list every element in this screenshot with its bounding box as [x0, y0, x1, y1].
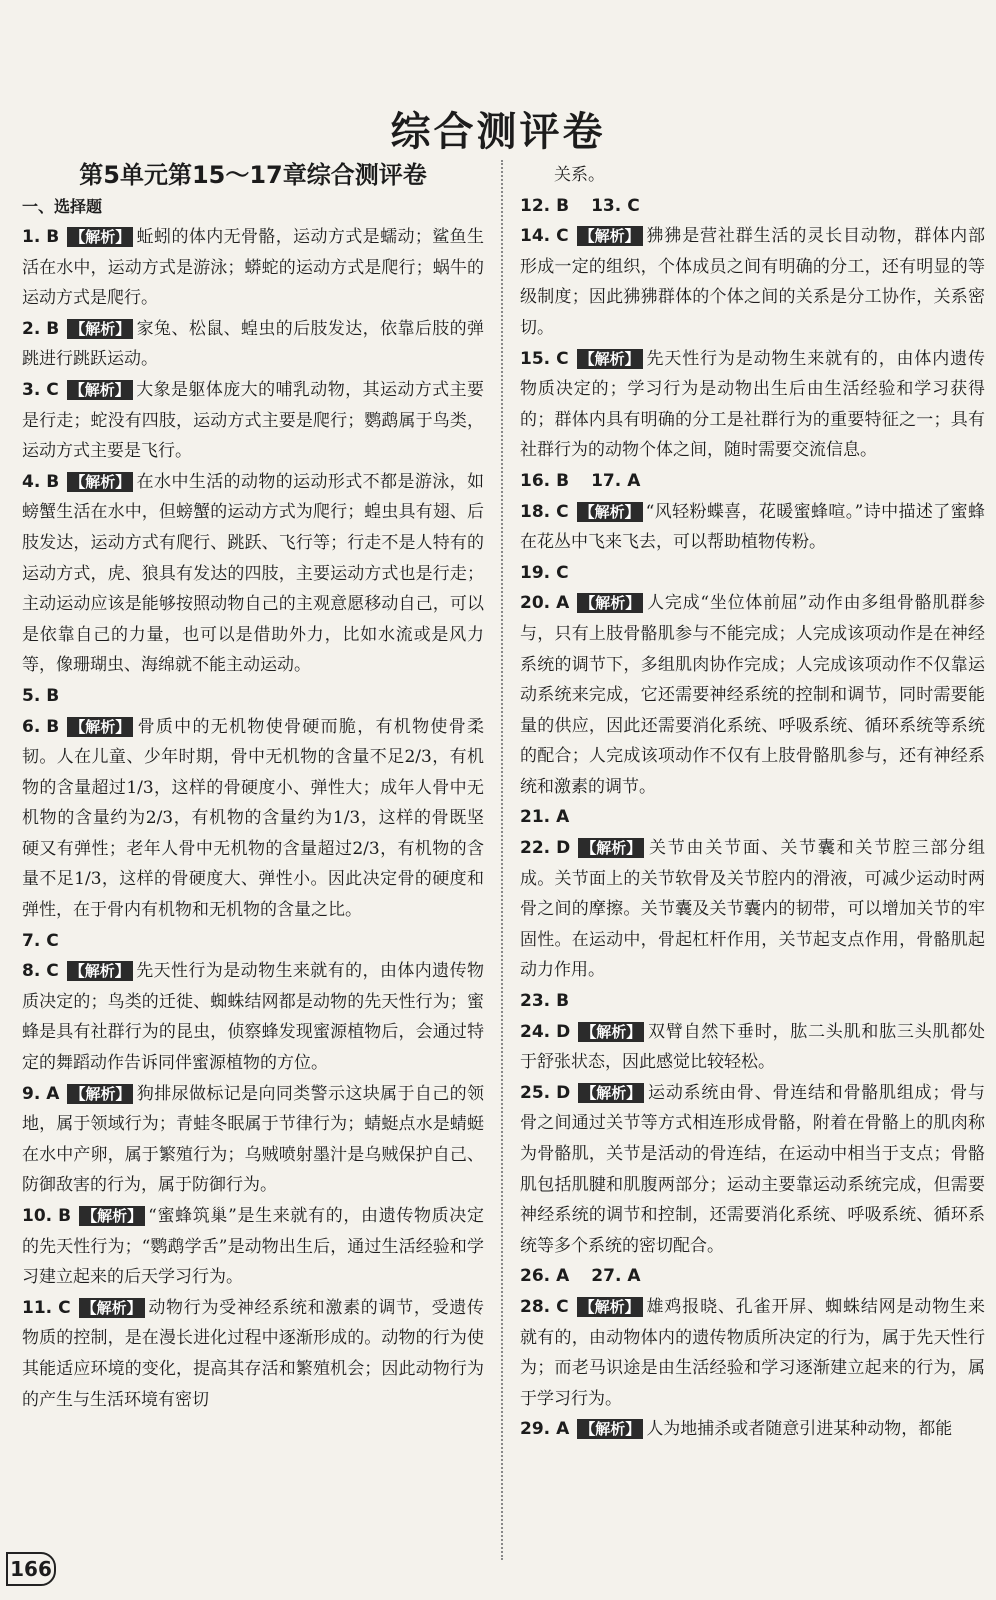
answer-item [520, 1292, 985, 1414]
answer-letter: A [556, 1266, 570, 1287]
section-title: 第5单元第15～17章综合测评卷 [79, 161, 427, 189]
answer-item [22, 222, 484, 314]
question-number: 11. [22, 1297, 53, 1318]
page-title: 综合测评卷 [390, 109, 606, 155]
question-number: 8. [22, 961, 41, 982]
question-number: 23. [520, 991, 551, 1012]
explanation-text: “风轻粉蝶喜，花暖蜜蜂喧。”诗中描述了蜜蜂在花丛中飞来飞去，可以帮助植物传粉。 [520, 501, 985, 553]
answer-letter: C [627, 195, 640, 216]
answer-letter: A [556, 1419, 570, 1440]
question-number: 22. [520, 838, 551, 859]
explanation-text: 先天性行为是动物生来就有的，由体内遗传物质决定的；鸟类的迁徙、蜘蛛结网都是动物的先天性行为；蜜蜂是具有社群行为的昆虫，侦察蜂发现蜜源植物后，会通过特定的舞蹈动作告诉同伴蜜源植物的方位。 [22, 961, 484, 1074]
continuation-text: 关系。 [554, 165, 605, 185]
analysis-tag: 【解析】 [67, 227, 133, 247]
question-number: 17. [591, 470, 622, 491]
answer-item [520, 221, 985, 343]
answer-letter: C [556, 562, 569, 583]
analysis-tag: 【解析】 [578, 1083, 644, 1103]
answer-letter: A [627, 1266, 641, 1287]
answer-letter: A [556, 593, 570, 614]
explanation-text: 人完成“坐位体前屈”动作由多组骨骼肌群参与，只有上肢骨骼肌参与不能完成；人完成该项动作是在神经系统的调节下，多组肌肉协作完成；人完成该项动作不仅靠运动系统来完成，它还需要神经系统的控制和调节，同时需要能量的供应，因此还需要消化系统、呼吸系统、循环系统等系统的配合；人完成该项动作不仅有上肢骨骼肌参与，还有神经系统和激素的调节。 [520, 593, 985, 797]
answer-letter: B [46, 471, 60, 492]
answer-item [520, 191, 985, 222]
answer-item [22, 1079, 484, 1201]
answer-letter: D [556, 1021, 571, 1042]
explanation-text: 家兔、松鼠、蝗虫的后肢发达，依靠后肢的弹跳进行跳跃运动。 [22, 318, 484, 370]
question-number: 28. [520, 1296, 551, 1317]
question-type-heading: 一、选择题 [22, 197, 103, 216]
answer-letter: D [556, 838, 571, 859]
answer-list-left [22, 222, 484, 1415]
explanation-text: 雄鸡报晓、孔雀开屏、蜘蛛结网是动物生来就有的，由动物体内的遗传物质所决定的行为，属于先天性行为；而老马识途是由生活经验和学习逐渐建立起来的行为，属于学习行为。 [520, 1296, 985, 1409]
question-number: 10. [22, 1206, 53, 1226]
question-number: 5. [22, 685, 41, 706]
question-number: 21. [520, 807, 551, 828]
answer-letter: B [556, 195, 570, 216]
page-number: 166 [6, 1552, 56, 1586]
analysis-tag: 【解析】 [577, 349, 643, 369]
answer-item [520, 1017, 985, 1078]
question-number: 16. [520, 470, 551, 491]
analysis-tag: 【解析】 [67, 472, 133, 492]
analysis-tag: 【解析】 [79, 1206, 145, 1226]
explanation-text: 骨质中的无机物使骨硬而脆，有机物使骨柔韧。人在儿童、少年时期，骨中无机物的含量不足2/3，有机物的含量超过1/3，这样的骨硬度小、弹性大；成年人骨中无机物的含量约为2/3，有机物的含量约为1/3，这样的骨既坚硬又有弹性；老年人骨中无机物的含量超过2/3，有机物的含量不足1/3，这样的骨硬度大、弹性小。因此决定骨的硬度和弹性，在于骨内有机物和无机物的含量之比。 [22, 716, 484, 921]
answer-letter: C [556, 501, 569, 522]
question-number: 29. [520, 1419, 551, 1440]
answer-letter: A [556, 807, 570, 828]
question-number: 2. [22, 318, 41, 339]
answer-letter: D [556, 1082, 571, 1103]
answer-item [22, 314, 484, 375]
question-number: 9. [22, 1083, 41, 1104]
analysis-tag: 【解析】 [67, 961, 133, 981]
analysis-tag: 【解析】 [578, 1022, 644, 1042]
answer-letter: A [46, 1083, 60, 1104]
question-number: 14. [520, 226, 551, 247]
question-number: 15. [520, 348, 551, 369]
answer-item [520, 1414, 985, 1445]
answer-list-right [520, 191, 985, 1445]
explanation-text: 狗排尿做标记是向同类警示这块属于自己的领地，属于领域行为；青蛙冬眠属于节律行为；蜻蜓点水是蜻蜓在水中产卵，属于繁殖行为；乌贼喷射墨汁是乌贼保护自己、防御敌害的行为，属于防御行为。 [22, 1083, 484, 1196]
column-divider [501, 160, 503, 1560]
answer-item [520, 802, 985, 833]
analysis-tag: 【解析】 [577, 593, 643, 613]
answer-letter: B [46, 318, 60, 339]
answer-item [22, 681, 484, 712]
analysis-tag: 【解析】 [79, 1298, 145, 1318]
question-number: 19. [520, 562, 551, 583]
answer-item [520, 986, 985, 1017]
answer-item [22, 956, 484, 1078]
answer-item [520, 466, 985, 497]
explanation-text: 双臂自然下垂时，肱二头肌和肱三头肌都处于舒张状态，因此感觉比较轻松。 [520, 1021, 985, 1073]
explanation-text: 关节由关节面、关节囊和关节腔三部分组成。关节面上的关节软骨及关节腔内的滑液，可减少运动时两骨之间的摩擦。关节囊及关节囊内的韧带，可以增加关节的牢固性。在运动中，骨起杠杆作用，关节起支点作用，骨骼肌起动力作用。 [520, 838, 985, 981]
question-number: 26. [520, 1266, 551, 1287]
answer-item [22, 1201, 484, 1293]
explanation-text: 动物行为受神经系统和激素的调节，受遗传物质的控制，是在漫长进化过程中逐渐形成的。动物的行为使其能适应环境的变化，提高其存活和繁殖机会；因此动物行为的产生与生活环境有密切 [22, 1297, 484, 1410]
answer-item [520, 497, 985, 558]
answer-letter: C [556, 1296, 569, 1317]
question-number: 3. [22, 379, 41, 400]
answer-item [22, 712, 484, 926]
answer-letter: C [58, 1297, 71, 1318]
answer-item [520, 344, 985, 466]
question-number: 6. [22, 716, 41, 737]
question-number: 7. [22, 930, 41, 951]
answer-letter: B [556, 991, 570, 1012]
question-number: 27. [591, 1266, 622, 1287]
answer-item [22, 926, 484, 957]
answer-letter: B [46, 227, 60, 247]
question-number: 1. [22, 227, 41, 247]
question-number: 18. [520, 501, 551, 522]
explanation-text: 在水中生活的动物的运动形式不都是游泳，如螃蟹生活在水中，但螃蟹的运动方式为爬行；蝗虫具有翅、后肢发达，运动方式有爬行、跳跃、飞行等；行走不是人特有的运动方式，虎、狼具有发达的四肢，主要运动方式也是行走；主动运动应该是能够按照动物自己的主观意愿移动自己，可以是依靠自己的力量，也可以是借助外力，比如水流或是风力等，像珊瑚虫、海绵就不能主动运动。 [22, 471, 484, 676]
answer-letter: C [46, 379, 59, 400]
left-column [22, 160, 484, 1415]
analysis-tag: 【解析】 [577, 502, 643, 522]
answer-item [520, 1078, 985, 1262]
explanation-text: 先天性行为是动物生来就有的，由体内遗传物质决定的；学习行为是动物出生后由生活经验和学习获得的；群体内具有明确的分工是社群行为的重要特征之一；具有社群行为的动物个体之间，随时需要交流信息。 [520, 348, 985, 461]
explanation-text: 运动系统由骨、骨连结和骨骼肌组成；骨与骨之间通过关节等方式相连形成骨骼，附着在骨骼上的肌肉称为骨骼肌，关节是活动的骨连结，在运动中相当于支点；骨骼肌包括肌腱和肌腹两部分；运动主要靠运动系统完成，但需要神经系统的调节和控制，还需要消化系统、呼吸系统、循环系统等多个系统的密切配合。 [520, 1082, 985, 1256]
analysis-tag: 【解析】 [577, 226, 643, 246]
answer-letter: B [46, 716, 60, 737]
analysis-tag: 【解析】 [577, 1419, 643, 1439]
explanation-text: 人为地捕杀或者随意引进某种动物，都能 [646, 1419, 953, 1440]
question-number: 12. [520, 195, 551, 216]
explanation-text: “蜜蜂筑巢”是生来就有的，由遗传物质决定的先天性行为；“鹦鹉学舌”是动物出生后，通过生活经验和学习建立起来的后天学习行为。 [22, 1206, 484, 1288]
answer-item [22, 467, 484, 681]
question-number: 25. [520, 1082, 551, 1103]
question-number: 24. [520, 1021, 551, 1042]
answer-item [22, 375, 484, 467]
answer-letter: A [627, 470, 641, 491]
analysis-tag: 【解析】 [67, 380, 133, 400]
answer-letter: B [46, 685, 60, 706]
answer-letter: C [46, 961, 59, 982]
question-number: 13. [591, 195, 622, 216]
answer-letter: C [556, 226, 569, 247]
explanation-text: 蚯蚓的体内无骨骼，运动方式是蠕动；鲨鱼生活在水中，运动方式是游泳；蟒蛇的运动方式是爬行；蜗牛的运动方式是爬行。 [22, 227, 484, 309]
answer-item [22, 1293, 484, 1415]
analysis-tag: 【解析】 [578, 838, 644, 858]
explanation-text: 狒狒是营社群生活的灵长目动物，群体内部形成一定的组织，个体成员之间有明确的分工，还有明显的等级制度；因此狒狒群体的个体之间的关系是分工协作，关系密切。 [520, 226, 985, 338]
question-number: 4. [22, 471, 41, 492]
answer-letter: B [58, 1206, 72, 1226]
answer-item [520, 833, 985, 986]
analysis-tag: 【解析】 [577, 1297, 643, 1317]
explanation-text: 大象是躯体庞大的哺乳动物，其运动方式主要是行走；蛇没有四肢，运动方式主要是爬行；鹦鹉属于鸟类，运动方式主要是飞行。 [22, 379, 484, 462]
answer-item [520, 1261, 985, 1292]
analysis-tag: 【解析】 [67, 319, 133, 339]
right-column [520, 160, 985, 1445]
answer-letter: C [46, 930, 59, 951]
answer-item [520, 588, 985, 802]
answer-item [520, 558, 985, 589]
answer-letter: B [556, 470, 570, 491]
analysis-tag: 【解析】 [67, 717, 133, 737]
question-number: 20. [520, 593, 551, 614]
answer-letter: C [556, 348, 569, 369]
analysis-tag: 【解析】 [67, 1084, 133, 1104]
